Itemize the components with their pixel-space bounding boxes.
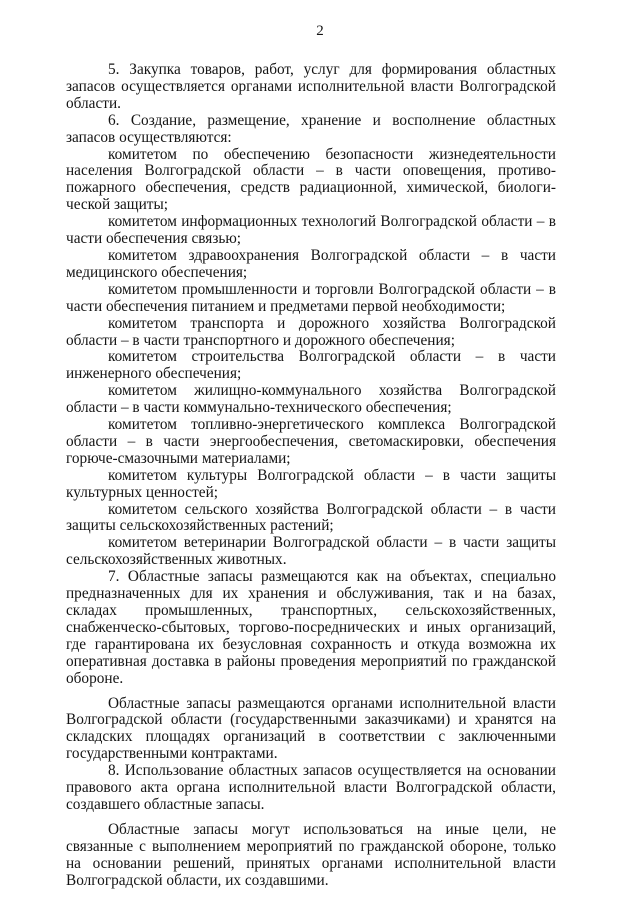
paragraph-7-placement-contracts: Областные запасы размещаются органами исполнительной власти Волгоградской области (государственными заказчиками) и хранятся на складских площадях организаций в соответствии с заключенными государственными контрактами.: [66, 694, 556, 763]
list-item-transport-committee: комитетом транспорта и дорожного хозяйства Волгоградской области – в части транспортного и дорожного обеспечения;: [66, 314, 556, 349]
list-item-energy-committee: комитетом топливно-энергетического комплекса Волгоградской области – в части энергообеспечения, светомаскировки, обеспечения горюче-смазочными материалами;: [66, 416, 556, 467]
list-item-culture-committee: комитетом культуры Волгоградской области – в части защиты культурных ценностей;: [66, 466, 556, 501]
list-item-agriculture-committee: комитетом сельского хозяйства Волгоградской области – в части защиты сельскохозяйственных растений;: [66, 500, 556, 535]
document-body: [66, 62, 556, 890]
list-item-housing-committee: комитетом жилищно-коммунального хозяйства Волгоградской области – в части коммунально-технического обеспечения;: [66, 382, 556, 417]
paragraph-5-procurement: 5. Закупка товаров, работ, услуг для формирования областных запасов осуществляется органами исполнительной власти Волгоградской области.: [66, 61, 556, 112]
list-item-industry-committee: комитетом промышленности и торговли Волгоградской области – в части обеспечения питанием и предметами первой необходимости;: [66, 280, 556, 315]
paragraph-6-creation: 6. Создание, размещение, хранение и восполнение областных запасов осуществляются:: [66, 111, 556, 146]
list-item-safety-committee: комитетом по обеспечению безопасности жизнедеятельности населения Волгоградской области – в части оповещения, противопожарного обеспечения, средств радиационной, химической, биологической защиты;: [66, 145, 556, 214]
list-item-health-committee: комитетом здравоохранения Волгоградской области – в части медицинского обеспечения;: [66, 246, 556, 281]
page-number: 2: [316, 23, 324, 39]
list-item-it-committee: комитетом информационных технологий Волгоградской области – в части обеспечения связью;: [66, 213, 556, 248]
paragraph-8-usage: 8. Использование областных запасов осуществляется на основании правового акта органа исполнительной власти Волгоградской области, создавшего областные запасы.: [66, 762, 556, 813]
list-item-construction-committee: комитетом строительства Волгоградской области – в части инженерного обеспечения;: [66, 348, 556, 383]
paragraph-8-other-purposes: Областные запасы могут использоваться на иные цели, не связанные с выполнением мероприятий по гражданской обороне, только на основании решений, принятых органами исполнительной власти Волгоградской области, их создавшими.: [66, 820, 556, 889]
list-item-veterinary-committee: комитетом ветеринарии Волгоградской области – в части защиты сельскохозяйственных животных.: [66, 534, 556, 569]
paragraph-7-placement: 7. Областные запасы размещаются как на объектах, специально предназначенных для их хранения и обслуживания, так и на базах, складах промышленных, транспортных, сельскохозяйственных, снабженческо-сбытовых, торгово-посреднических и иных организаций, где гарантирована их безусловная сохранность и откуда возможна их оперативная доставка в районы проведения мероприятий по гражданской обороне.: [66, 568, 556, 687]
